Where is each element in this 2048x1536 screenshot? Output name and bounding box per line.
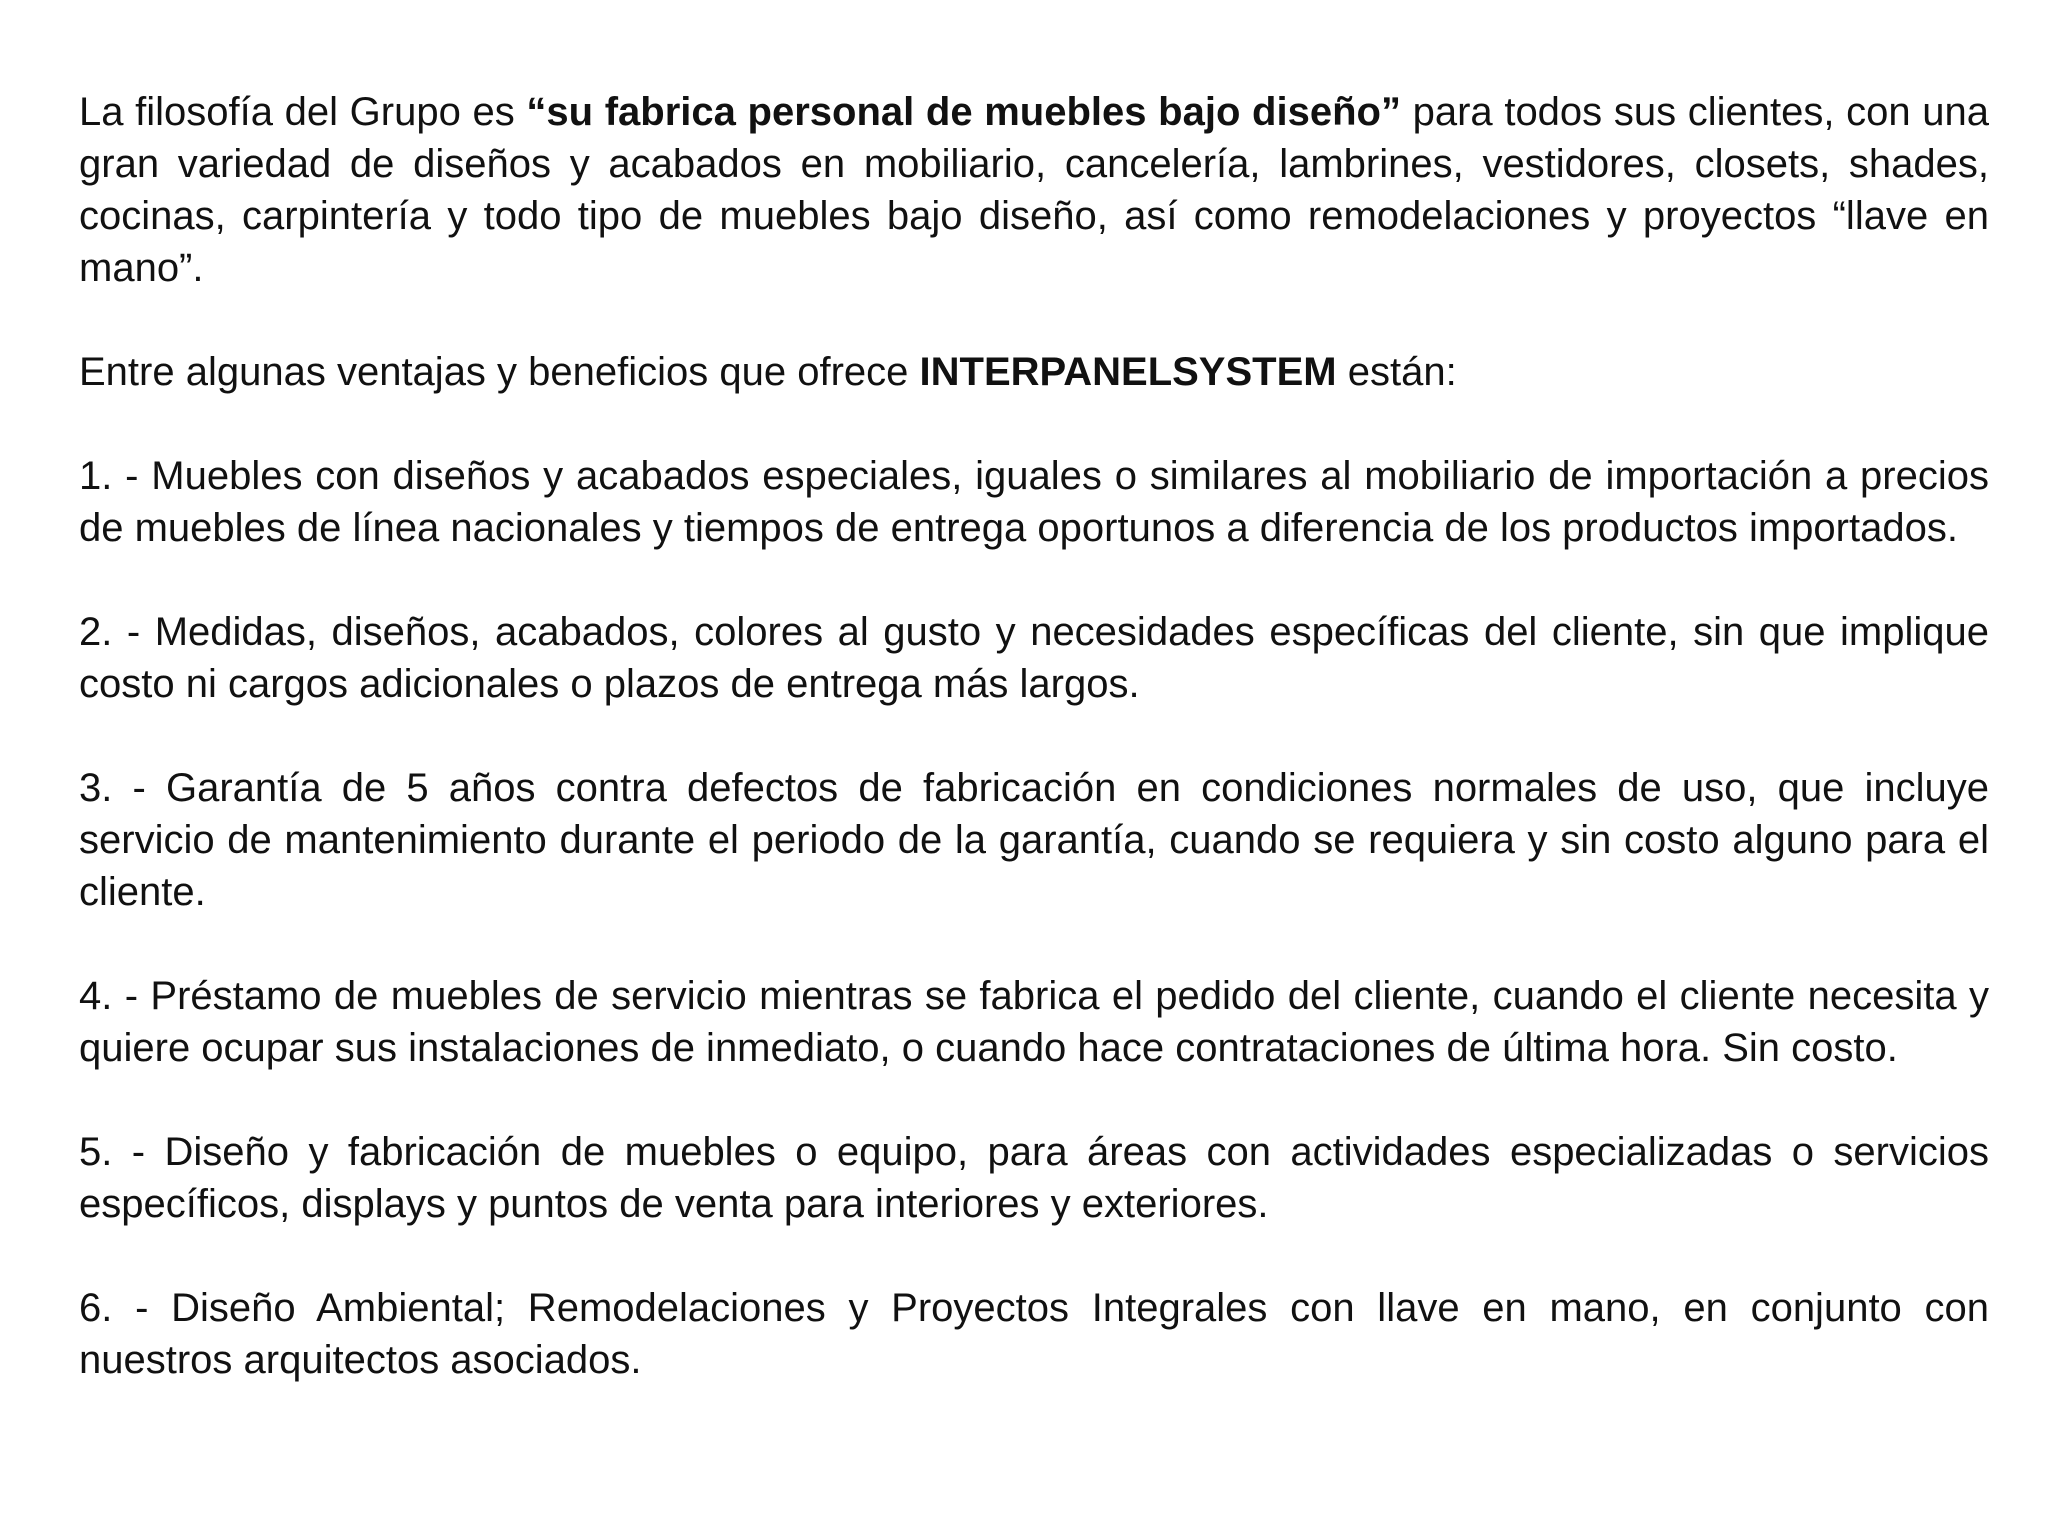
group-slogan: “su fabrica personal de muebles bajo diseño” [526,90,1401,134]
benefit-item-2: 2. - Medidas, diseños, acabados, colores al gusto y necesidades específicas del cliente, sin que implique costo ni cargos adicionales o plazos de entrega más largos. [79,610,1989,706]
benefits-intro-prefix: Entre algunas ventajas y beneficios que ofrece [79,350,920,394]
benefit-item-6: 6. - Diseño Ambiental; Remodelaciones y Proyectos Integrales con llave en mano, en conjunto con nuestros arquitectos asociados. [79,1286,1989,1382]
benefit-item-1: 1. - Muebles con diseños y acabados especiales, iguales o similares al mobiliario de importación a precios de muebles de línea nacionales y tiempos de entrega oportunos a diferencia de los productos importados. [79,454,1989,550]
intro-paragraph [79,86,1989,294]
intro-suffix: para todos sus clientes, con una gran variedad de diseños y acabados en mobiliario, cancelería, lambrines, vestidores, closets, shades, cocinas, carpintería y todo tipo de muebles bajo diseño, así como remodelaciones y proyectos “llave en mano”. [79,90,1989,290]
benefit-item-3: 3. - Garantía de 5 años contra defectos de fabricación en condiciones normales de uso, que incluye servicio de mantenimiento durante el periodo de la garantía, cuando se requiera y sin costo alguno para el cliente. [79,766,1989,914]
benefits-intro-paragraph [79,346,1989,398]
benefits-intro-suffix: están: [1336,350,1457,394]
benefit-item-5: 5. - Diseño y fabricación de muebles o equipo, para áreas con actividades especializadas o servicios específicos, displays y puntos de venta para interiores y exteriores. [79,1130,1989,1226]
benefit-item-4: 4. - Préstamo de muebles de servicio mientras se fabrica el pedido del cliente, cuando el cliente necesita y quiere ocupar sus instalaciones de inmediato, o cuando hace contrataciones de última hora. Sin costo. [79,974,1989,1070]
intro-prefix: La filosofía del Grupo es [79,90,527,134]
document-body [79,86,1989,1386]
brand-name: INTERPANELSYSTEM [919,350,1337,394]
